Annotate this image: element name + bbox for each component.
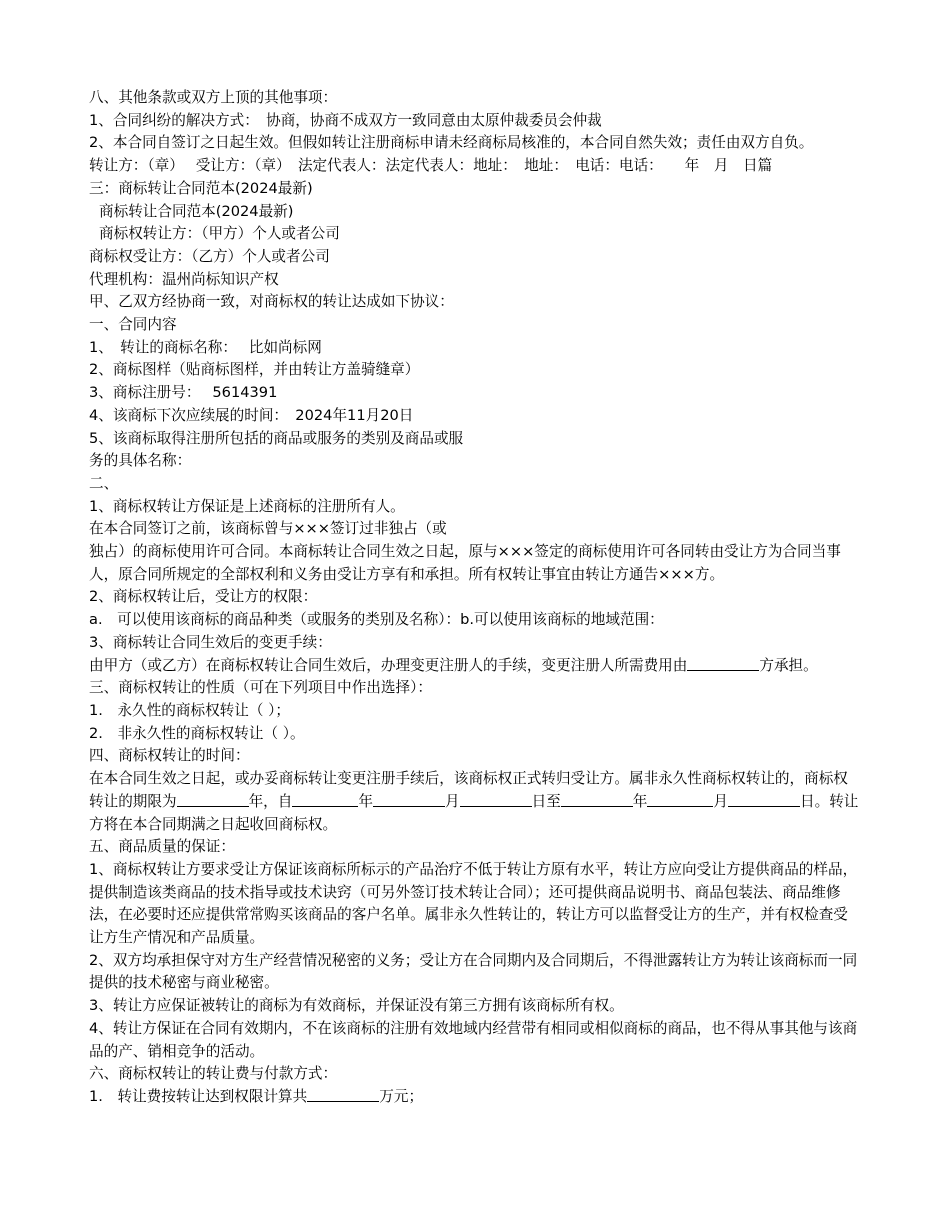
template-title: 商标转让合同范本(2024最新) — [99, 202, 294, 220]
heading-contract-content: 一、合同内容 — [89, 316, 177, 334]
heading-time: 四、商标权转让的时间： — [89, 747, 250, 765]
contract-document — [89, 87, 859, 1109]
line-renewal-date: 4、该商标下次应续展的时间： 2024年11月20日 — [89, 406, 414, 424]
signature-line: 转让方：（章） 受让方：（章） 法定代表人：法定代表人：地址： 地址： 电话：电话： 年 月 日篇 — [89, 157, 773, 175]
blank-field — [373, 791, 445, 807]
time-end: 日。转让方将在本合同期满之日起收回商标权。 — [89, 792, 859, 833]
blank-field — [561, 791, 633, 807]
para-license-transfer: 独占）的商标使用许可合同。本商标转让合同生效之日起，原与×××签定的商标使用许可各同转由受让方为合同当事人，原合同所规定的全部权利和义务由受让方享有和承担。所有权转让事宜由转让方通告×××方。 — [89, 543, 841, 583]
heading-two: 二、 — [89, 474, 119, 492]
line-goods-name: 务的具体名称： — [89, 452, 192, 470]
blank-field — [647, 791, 713, 807]
time-text-a: 在本合同生效之日起，或办妥商标转让变更注册手续后，该商标权正式转归受让方。属非永久性商标权转让的，商标权转让的期限为 — [89, 770, 848, 810]
time-month: 月 — [444, 792, 460, 810]
blank-field — [728, 791, 800, 807]
line-agency: 代理机构：温州尚标知识产权 — [89, 270, 279, 288]
line-mark-name: 1、 转让的商标名称： 比如尚标网 — [89, 338, 322, 356]
time-year2: 年 — [358, 792, 373, 810]
line-goods-class: 5、该商标取得注册所包括的商品或服务的类别及商品或服 — [89, 429, 464, 447]
line-effective: 2、本合同自签订之日起生效。但假如转让注册商标申请未经商标局核准的，本合同自然失效；责任由双方自负。 — [89, 134, 814, 152]
time-day-to: 日至 — [531, 792, 561, 810]
heading-nature: 三、商标权转让的性质（可在下列项目中作出选择）： — [89, 679, 432, 697]
para-quality-4: 4、转让方保证在合同有效期内，不在该商标的注册有效地域内经营带有相同或相似商标的商品，也不得从事其他与该商品的产、销相竞争的活动。 — [89, 1019, 858, 1060]
line-other-terms: 八、其他条款或双方上顶的其他事项： — [89, 89, 338, 106]
line-fee — [89, 1086, 859, 1109]
change-text-b: 方承担。 — [759, 656, 818, 674]
blank-field — [307, 1086, 379, 1102]
line-usage-scope: a. 可以使用该商标的商品种类（或服务的类别及名称）：b.可以使用该商标的地域范围： — [89, 611, 664, 629]
section-title-template: 三：商标转让合同范本(2024最新) — [89, 179, 313, 197]
blank-field — [177, 791, 249, 807]
line-agreement: 甲、乙双方经协商一致，对商标权的转让达成如下协议： — [89, 293, 454, 311]
blank-field — [292, 791, 358, 807]
heading-fee: 六、商标权转让的转让费与付款方式： — [89, 1065, 338, 1083]
para-quality-1: 1、商标权转让方要求受让方保证该商标所标示的产品治疗不低于转让方原有水平，转让方应向受让方提供商品的样品，提供制造该类商品的技术指导或技术诀窍（可另外签订技术转让合同）；还可提供商品说明书、商品包装法、商品维修法，在必要时还应提供常常购买该商品的客户名单。属非永久性转让的，转让方可以监督受让方的生产，并有权检查受让方生产情况和产品质量。 — [89, 860, 858, 947]
para-transfer-time — [89, 768, 859, 836]
option-non-permanent: 2. 非永久性的商标权转让（ ）。 — [89, 724, 305, 742]
line-dispute: 1、合同纠纷的解决方式： 协商，协商不成双方一致同意由太原仲裁委员会仲裁 — [89, 111, 602, 129]
heading-quality: 五、商品质量的保证： — [89, 838, 235, 856]
para-quality-3: 3、转让方应保证被转让的商标为有效商标，并保证没有第三方拥有该商标所有权。 — [89, 997, 624, 1015]
option-permanent: 1. 永久性的商标权转让（ ）； — [89, 701, 290, 719]
line-change-procedure: 3、商标转让合同生效后的变更手续： — [89, 633, 332, 651]
para-quality-2: 2、双方均承担保守对方生产经营情况秘密的义务；受让方在合同期内及合同期后，不得泄露转让方为转让该商标而一同提供的技术秘密与商业秘密。 — [89, 951, 858, 992]
change-text-a: 由甲方（或乙方）在商标权转让合同生效后，办理变更注册人的手续，变更注册人所需费用由 — [89, 656, 688, 674]
time-month2: 月 — [713, 792, 729, 810]
fee-text-b: 万元； — [379, 1087, 424, 1105]
line-transferee: 商标权受让方：（乙方）个人或者公司 — [89, 247, 330, 265]
line-mark-image: 2、商标图样（贴商标图样，并由转让方盖骑缝章） — [89, 361, 420, 379]
line-transferor: 商标权转让方：（甲方）个人或者公司 — [99, 225, 340, 243]
blank-field — [460, 791, 532, 807]
line-prior-license: 在本合同签订之前，该商标曾与×××签订过非独占（或 — [89, 520, 447, 538]
line-transferee-rights: 2、商标权转让后，受让方的权限： — [89, 588, 318, 606]
fee-text-a: 1. 转让费按转让达到权限计算共 — [89, 1087, 308, 1105]
time-year3: 年 — [632, 792, 648, 810]
line-reg-number: 3、商标注册号： 5614391 — [89, 384, 278, 402]
line-owner-guarantee: 1、商标权转让方保证是上述商标的注册所有人。 — [89, 497, 405, 515]
time-year: 年，自 — [248, 792, 293, 810]
blank-field — [687, 655, 759, 671]
para-change-fee — [89, 655, 859, 678]
